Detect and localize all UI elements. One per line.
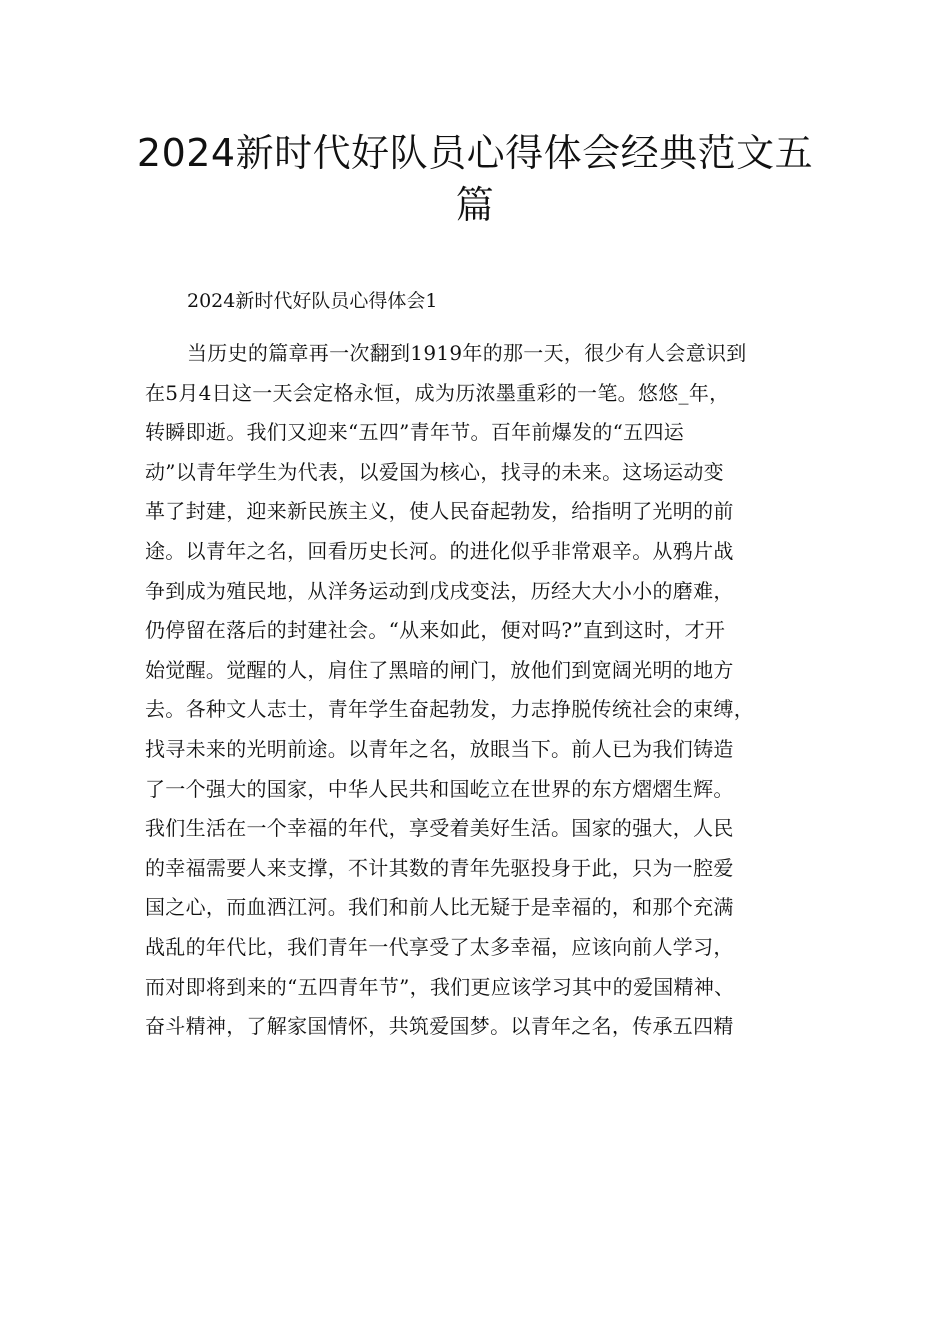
paragraph-line: 当历史的篇章再一次翻到1919年的那一天，很少有人会意识到: [187, 341, 747, 365]
paragraph-line: 我们生活在一个幸福的年代，享受着美好生活。国家的强大，人民: [145, 816, 734, 841]
body-paragraph: [145, 334, 810, 1047]
paragraph-line: 战乱的年代比，我们青年一代享受了太多幸福，应该向前人学习，: [145, 934, 734, 959]
paragraph-line: 了一个强大的国家，中华人民共和国屹立在世界的东方熠熠生辉。: [145, 776, 734, 801]
document-title: 2024新时代好队员心得体会经典范文五篇: [136, 131, 814, 227]
paragraph-line: 始觉醒。觉醒的人，肩住了黑暗的闸门，放他们到宽阔光明的地方: [145, 657, 734, 682]
paragraph-line: 在5月4日这一天会定格永恒，成为历浓墨重彩的一笔。悠悠_年，: [145, 380, 730, 405]
section-heading: 2024新时代好队员心得体会1: [187, 290, 438, 312]
paragraph-line: 的幸福需要人来支撑，不计其数的青年先驱投身于此，只为一腔爱: [145, 855, 734, 880]
paragraph-line: 动”以青年学生为代表，以爱国为核心，找寻的未来。这场运动变: [145, 459, 724, 484]
paragraph-line: 仍停留在落后的封建社会。“从来如此，便对吗?”直到这时，才开: [145, 618, 726, 643]
paragraph-line: 途。以青年之名，回看历史长河。的进化似乎非常艰辛。从鸦片战: [145, 538, 734, 563]
paragraph-line: 奋斗精神，了解家国情怀，共筑爱国梦。以青年之名，传承五四精: [145, 1014, 734, 1039]
paragraph-line: 去。各种文人志士，青年学生奋起勃发，力志挣脱传统社会的束缚，: [145, 697, 754, 722]
paragraph-line: 革了封建，迎来新民族主义，使人民奋起勃发，给指明了光明的前: [145, 499, 734, 524]
paragraph-line: 找寻未来的光明前途。以青年之名，放眼当下。前人已为我们铸造: [145, 736, 734, 761]
paragraph-line: 而对即将到来的“五四青年节”，我们更应该学习其中的爱国精神、: [145, 974, 735, 999]
paragraph-line: 国之心，而血洒江河。我们和前人比无疑于是幸福的，和那个充满: [145, 895, 734, 920]
paragraph-line: 争到成为殖民地，从洋务运动到戊戌变法，历经大大小小的磨难，: [145, 578, 734, 603]
paragraph-line: 转瞬即逝。我们又迎来“五四”青年节。百年前爆发的“五四运: [145, 420, 685, 445]
